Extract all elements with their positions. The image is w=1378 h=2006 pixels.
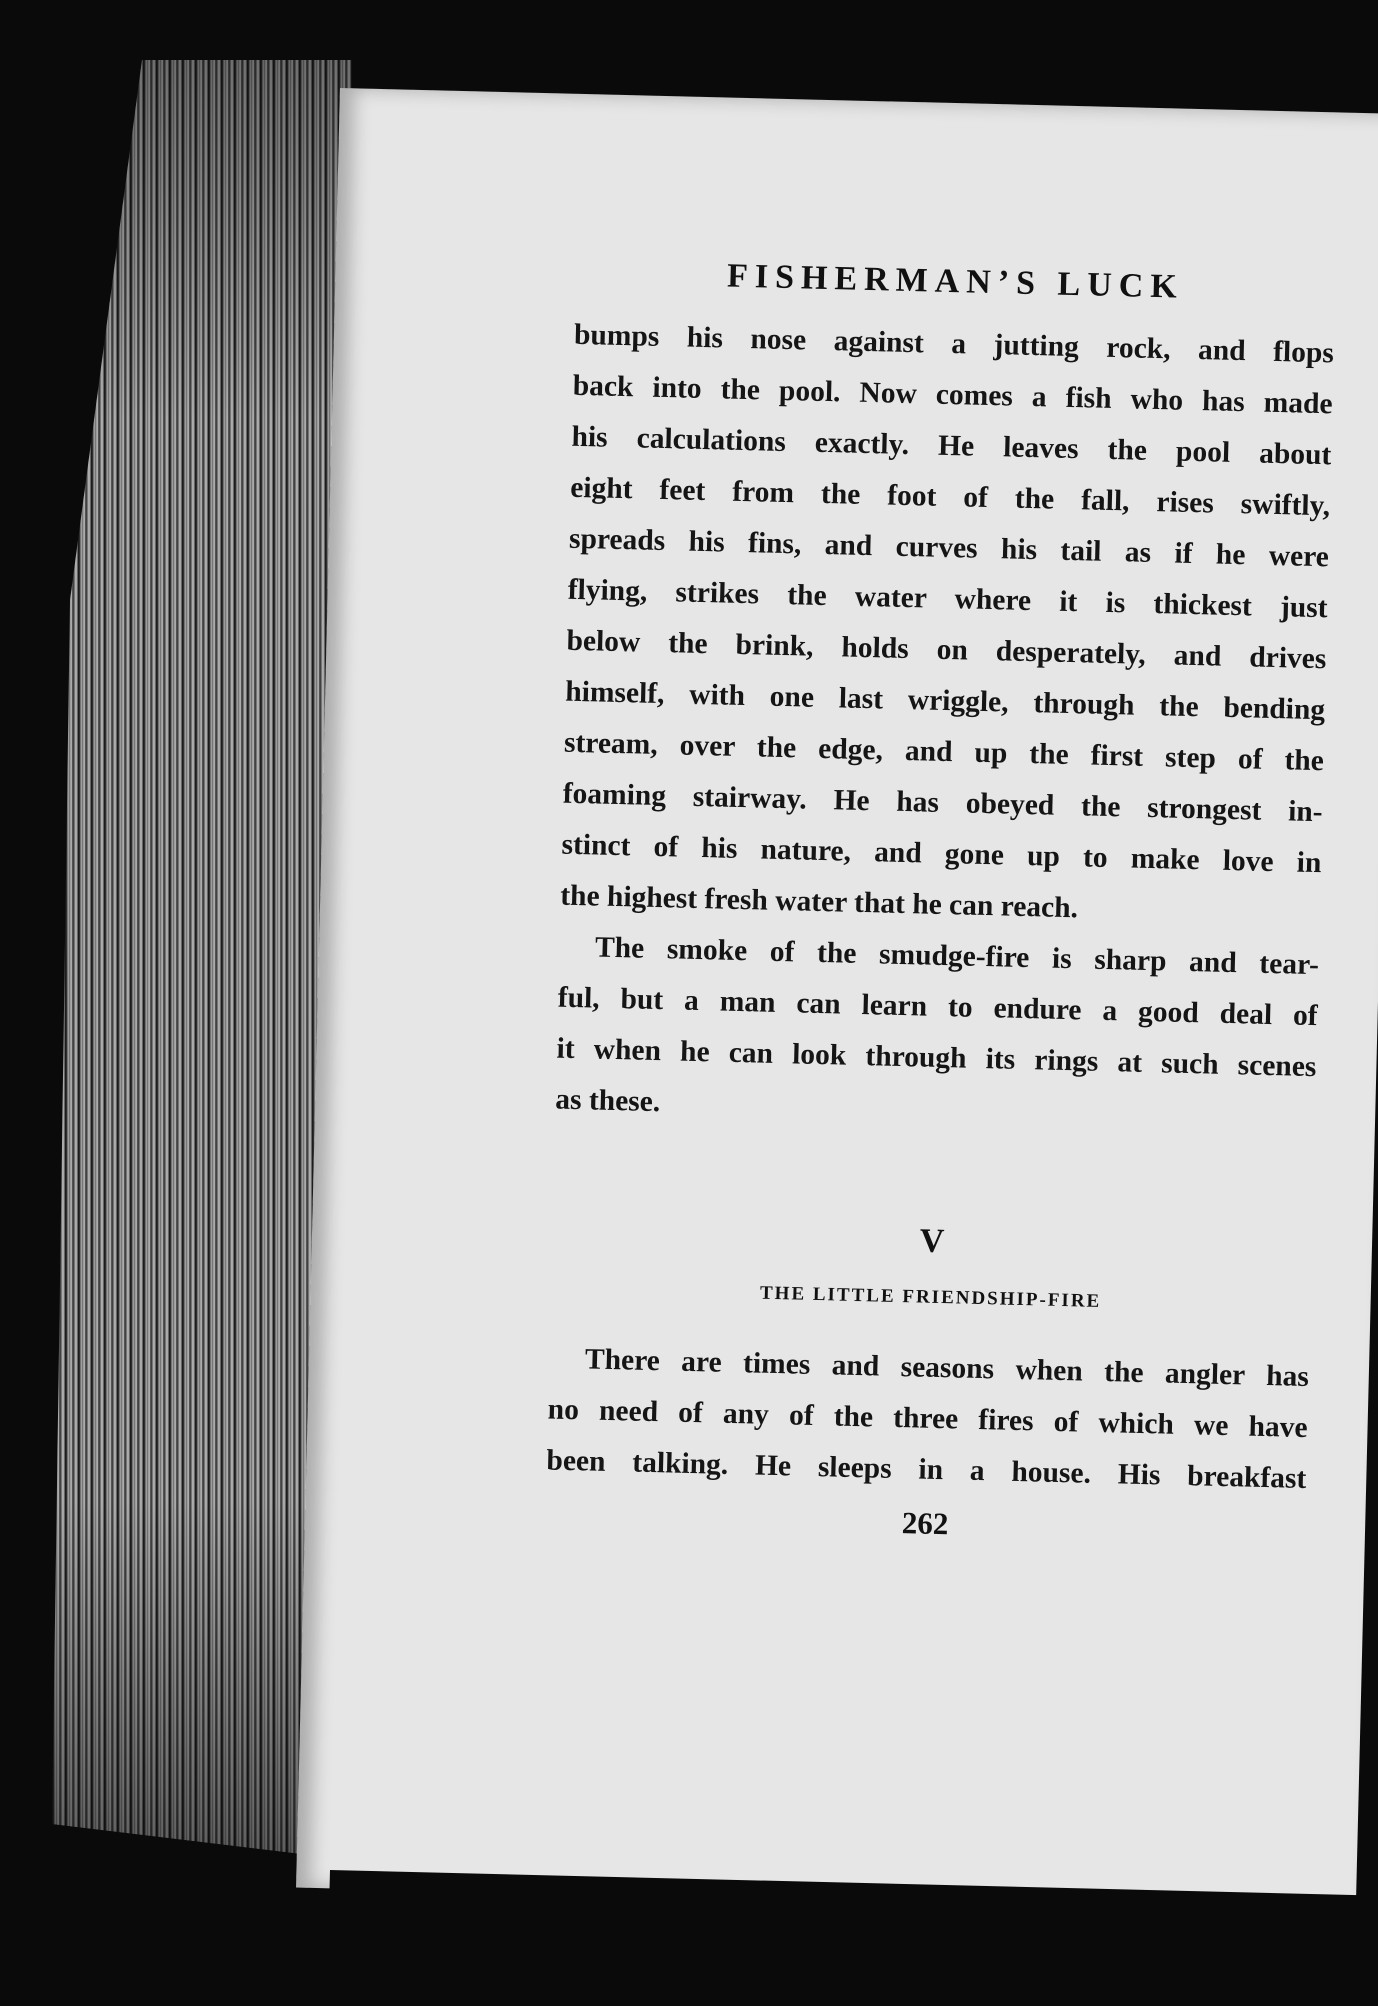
paragraph-2 bbox=[555, 922, 1320, 1145]
text-line: stinct of his nature, and gone up to make love in bbox=[561, 828, 1322, 880]
page-number: 262 bbox=[901, 1505, 949, 1542]
text-line: himself, with one last wriggle, through the bending bbox=[564, 675, 1326, 727]
text-line: stream, over the edge, and up the first step of the bbox=[563, 726, 1325, 778]
text-line: the highest fresh water that he can reach. bbox=[559, 879, 1079, 925]
text-line: back into the pool. Now comes a fish who has made bbox=[572, 369, 1333, 421]
text-line: been talking. He sleeps in a house. His breakfast bbox=[546, 1444, 1307, 1496]
paragraph-1 bbox=[560, 310, 1335, 940]
paragraph-3 bbox=[546, 1333, 1310, 1505]
text-line: There are times and seasons when the angler has bbox=[584, 1343, 1310, 1394]
text-line: ful, but a man can learn to endure a good deal of bbox=[557, 981, 1319, 1033]
text-line: below the brink, holds on desperately, and drives bbox=[566, 624, 1327, 676]
text-line: eight feet from the foot of the fall, rises swiftly, bbox=[569, 471, 1331, 523]
text-line: as these. bbox=[554, 1083, 661, 1119]
running-head: FISHERMAN’S LUCK bbox=[726, 257, 1185, 306]
chapter-numeral: V bbox=[919, 1222, 945, 1261]
text-line: no need of any of the three fires of which we have bbox=[547, 1393, 1308, 1445]
text-line: bumps his nose against a jutting rock, and flops bbox=[573, 318, 1335, 370]
text-line: it when he can look through its rings at such scenes bbox=[556, 1032, 1317, 1084]
book-page bbox=[296, 88, 1378, 1913]
page-text-block bbox=[545, 254, 1336, 1551]
chapter-title: THE LITTLE FRIENDSHIP-FIRE bbox=[759, 1282, 1102, 1312]
text-line: foaming stairway. He has obeyed the strongest in- bbox=[562, 777, 1323, 829]
text-line: The smoke of the smudge-fire is sharp and tear- bbox=[594, 931, 1320, 982]
text-line: his calculations exactly. He leaves the pool about bbox=[571, 420, 1332, 472]
text-line: flying, strikes the water where it is thickest just bbox=[567, 573, 1328, 625]
text-line: spreads his fins, and curves his tail as if he were bbox=[568, 522, 1330, 574]
